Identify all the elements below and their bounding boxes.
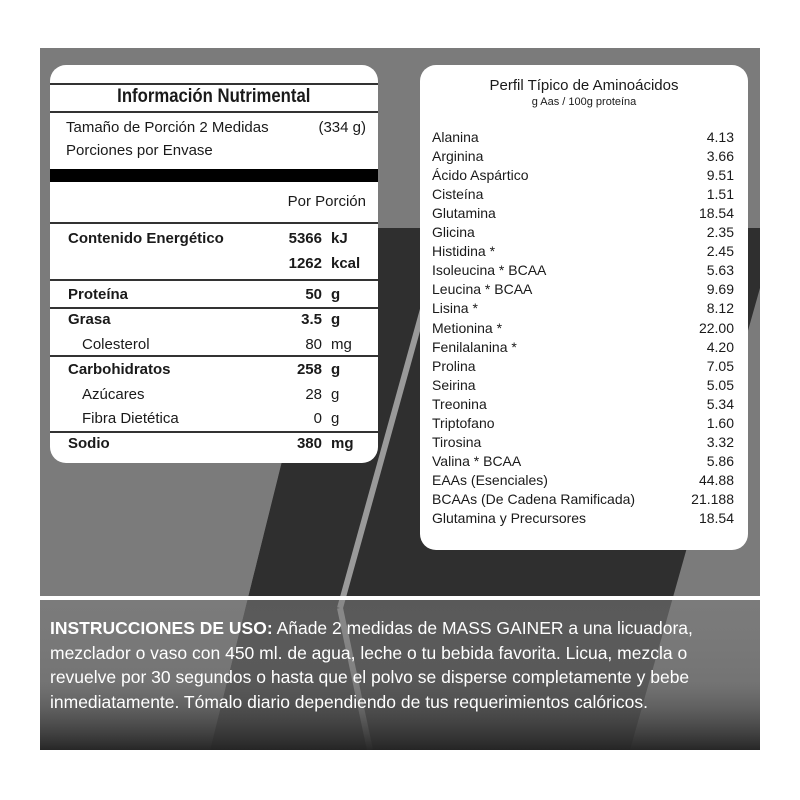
nutrient-unit: g	[331, 286, 341, 303]
nutrition-facts-card	[50, 65, 378, 463]
amino-row	[432, 300, 734, 319]
divider	[40, 596, 760, 600]
amino-value: 18.54	[698, 205, 734, 222]
amino-name: Leucina * BCAA	[432, 281, 533, 298]
nutrient-label: Colesterol	[82, 336, 150, 353]
nutrient-label: Grasa	[68, 311, 111, 328]
nutrient-value: 28	[305, 386, 322, 403]
amino-name: Glicina	[432, 224, 475, 241]
amino-name: Seirina	[432, 376, 476, 393]
amino-value: 3.66	[706, 148, 734, 165]
amino-row	[432, 148, 734, 167]
amino-value: 5.05	[706, 376, 734, 393]
nutrient-value: 1262	[288, 255, 322, 272]
nutrient-value: 0	[313, 410, 322, 427]
serving-size-value: (334 g)	[318, 119, 366, 136]
nutrient-value: 50	[305, 286, 322, 303]
instructions-heading: INSTRUCCIONES DE USO:	[50, 618, 273, 638]
servings-per-container-label: Porciones por Envase	[66, 142, 213, 159]
amino-name: Valina * BCAA	[432, 452, 522, 469]
amino-value: 4.20	[706, 338, 734, 355]
amino-name: Glutamina	[432, 205, 496, 222]
nutrient-unit: mg	[331, 336, 352, 353]
amino-name: Ácido Aspártico	[432, 167, 529, 184]
amino-row	[432, 186, 734, 205]
nutrition-title: Información Nutrimental	[117, 86, 311, 107]
amino-row	[432, 167, 734, 186]
amino-name: Histidina *	[432, 243, 496, 260]
instructions	[50, 616, 750, 714]
row-divider	[50, 431, 378, 433]
amino-value: 21.188	[691, 490, 734, 507]
nutrient-label: Proteína	[68, 286, 129, 303]
amino-value: 2.45	[706, 243, 734, 260]
serving-size-label: Tamaño de Porción 2 Medidas	[66, 119, 269, 136]
nutrient-unit: mg	[331, 435, 354, 452]
amino-value: 44.88	[698, 471, 734, 488]
nutrient-unit: kJ	[331, 230, 348, 247]
amino-name: Arginina	[432, 148, 484, 165]
amino-subtitle: g Aas / 100g proteína	[531, 96, 637, 108]
amino-row	[432, 396, 734, 415]
amino-value: 18.54	[698, 510, 734, 526]
label-panel	[40, 48, 760, 750]
nutrient-value: 80	[305, 336, 322, 353]
row-divider	[50, 307, 378, 309]
amino-acid-profile-card	[420, 65, 748, 550]
amino-row	[432, 262, 734, 281]
amino-value: 7.05	[706, 357, 734, 374]
nutrient-unit: g	[331, 361, 341, 378]
amino-name: Isoleucina * BCAA	[432, 262, 547, 279]
nutrient-value: 258	[296, 361, 322, 378]
amino-row	[432, 377, 734, 396]
amino-row	[432, 243, 734, 262]
row-divider	[50, 279, 378, 281]
amino-name: Glutamina y Precursores	[432, 510, 587, 526]
amino-name: Tirosina	[432, 433, 482, 450]
amino-value: 8.12	[706, 300, 734, 317]
amino-name: Alanina	[432, 129, 479, 145]
amino-row	[432, 510, 734, 529]
amino-row	[432, 281, 734, 300]
amino-row	[432, 339, 734, 358]
amino-row	[432, 224, 734, 243]
amino-value: 1.60	[706, 414, 734, 431]
amino-row	[432, 205, 734, 224]
nutrient-label: Sodio	[68, 435, 110, 452]
nutrient-value: 380	[296, 435, 322, 452]
nutrient-unit: kcal	[331, 255, 361, 272]
amino-value: 5.34	[706, 395, 734, 412]
nutrient-value: 3.5	[301, 311, 322, 328]
amino-name: Treonina	[432, 395, 487, 412]
amino-row	[432, 415, 734, 434]
nutrient-unit: g	[331, 386, 340, 403]
amino-row	[432, 320, 734, 339]
amino-value: 5.86	[706, 452, 734, 469]
per-serving-header: Por Porción	[287, 193, 366, 210]
amino-row	[432, 453, 734, 472]
thick-divider	[50, 169, 378, 182]
amino-row	[432, 472, 734, 491]
nutrient-label: Fibra Dietética	[82, 410, 179, 427]
nutrient-label: Carbohidratos	[68, 361, 171, 378]
amino-title: Perfil Típico de Aminoácidos	[489, 77, 679, 94]
amino-name: Triptofano	[432, 414, 495, 431]
amino-name: Cisteína	[432, 186, 484, 203]
instructions-text: Añade 2 medidas de MASS GAINER a una licuadora, mezclador o vaso con 450 ml. de agua, leche o tu bebida favorita. Licua, mezcla o revuelve por 30 segundos o hasta que el polvo se disperse completamente y bebe inmediatamente. Tómalo diario dependiendo de tus requerimientos calóricos.	[50, 618, 693, 712]
amino-row	[432, 358, 734, 377]
nutrient-value: 5366	[288, 230, 322, 247]
amino-value: 4.13	[706, 129, 734, 145]
amino-row	[432, 434, 734, 453]
amino-name: Metionina *	[432, 319, 503, 336]
amino-value: 2.35	[706, 224, 734, 241]
nutrient-unit: g	[331, 410, 340, 427]
row-divider	[50, 355, 378, 357]
amino-value: 5.63	[706, 262, 734, 279]
amino-value: 9.51	[706, 167, 734, 184]
amino-row	[432, 491, 734, 510]
amino-value: 1.51	[706, 186, 734, 203]
amino-row	[432, 129, 734, 148]
nutrient-label: Contenido Energético	[68, 230, 224, 247]
amino-name: Prolina	[432, 357, 476, 374]
amino-value: 22.00	[698, 319, 734, 336]
amino-name: Fenilalanina *	[432, 338, 517, 355]
amino-name: EAAs (Esenciales)	[432, 471, 548, 488]
nutrient-label: Azúcares	[82, 386, 145, 403]
amino-value: 9.69	[706, 281, 734, 298]
nutrient-unit: g	[331, 311, 341, 328]
amino-name: BCAAs (De Cadena Ramificada)	[432, 490, 636, 507]
amino-name: Lisina *	[432, 300, 478, 317]
amino-value: 3.32	[706, 433, 734, 450]
